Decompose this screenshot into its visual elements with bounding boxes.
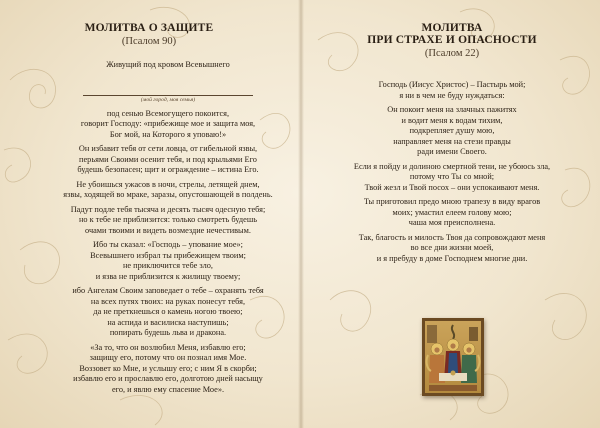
blank-line-caption: (мой город, моя семья) [140,96,196,103]
left-verse-lines [62,109,274,396]
right-page [304,0,600,428]
right-page-title-line1: МОЛИТВА [421,22,483,34]
verse-line: говорит Господу: «прибежище мое и защита моя, [80,119,256,128]
verse-line: Воззовет ко Мне, и услышу его; с ним Я в скорби; [79,363,257,373]
verse-line: попирать будешь льва и дракона. [109,328,227,337]
verse-line: его, и явлю ему спасение Мое». [111,384,225,394]
verse-line: да не преткнешься о камень ногою твоею; [93,307,243,316]
verse-line: и водит меня к водам тихим, [401,115,503,125]
blank-fill-line [83,81,253,96]
verse-line: направляет меня на стези правды [393,136,511,146]
verse-line: перьями Своими осенит тебя, и под крыльями Его [79,154,257,164]
verse-line: и язва не приблизится к жилищу твоему; [95,271,241,281]
verse-line: чаша моя преисполнена. [408,218,496,227]
trinity-icon [422,318,484,396]
verse-line: Так, благость и милость Твоя да сопровождают меня [358,232,546,242]
verse-line: ради имени Своего. [417,147,487,156]
verse-line: во все дни жизни моей, [410,243,494,252]
verse-line: очами твоими и видеть возмездие нечестивым. [85,225,251,235]
verse-line: Господь (Иисус Христос) – Пастырь мой; [378,80,526,89]
verse-line: Падут подле тебя тысяча и десять тысяч одесную тебя; [70,204,266,214]
right-prayer-text [326,80,578,264]
verse-line: Он покоит меня на злачных пажитях [387,105,517,114]
verse-line: под сенью Всемогущего покоится, [106,108,230,118]
verse-line: не приключится тебе зло, [122,261,213,270]
right-page-title-line2: ПРИ СТРАХЕ И ОПАСНОСТИ [367,34,537,46]
verse-line: Он избавит тебя от сети ловца, от гибельной язвы, [78,144,258,153]
right-page-subtitle: (Псалом 22) [424,48,480,59]
left-page-title: МОЛИТВА О ЗАЩИТЕ [84,22,214,34]
verse-line: потому что Ты со мной; [409,172,495,181]
verse-line: избавлю его и прославлю его, долготою дней насыщу [73,374,263,383]
verse-line: Твой жезл и Твой посох – они успокаивают меня. [364,182,540,192]
verse-line: защищу его, потому что он познал имя Мое. [89,353,247,362]
trinity-icon-image [425,321,481,393]
verse-line: Ты приготовил предо мною трапезу в виду врагов [363,197,541,206]
left-prayer-text [62,60,274,395]
verse-line: я ни в чем не буду нуждаться: [399,90,505,100]
verse-line: Если я пойду и долиною смертной тени, не убоюсь зла, [353,161,551,171]
verse-line: и я пребуду в доме Господнем многие дни. [376,253,528,263]
prayer-intro: Живущий под кровом Всевышнего [106,60,230,69]
verse-line: но к тебе не приблизится: только смотреть будешь [78,215,258,224]
icon-painting [425,321,481,393]
verse-line: на аспида и василиска наступишь; [107,317,229,327]
verse-line: на всех путях твоих: на руках понесут тебя, [90,296,246,306]
right-verse-lines [326,80,578,264]
verse-line: подкрепляет душу мою, [409,126,495,135]
verse-line: Бог мой, на Которого я уповаю!» [109,129,227,139]
verse-line: ибо Ангелам Своим заповедает о тебе – охранять тебя [72,286,264,295]
verse-line: Ибо ты сказал: «Господь – упование мое»; [93,240,243,249]
left-page [0,0,298,428]
left-page-subtitle: (Псалом 90) [121,36,177,47]
verse-line: будешь безопасен; щит и ограждение – истина Его. [77,165,259,174]
verse-line: Всевышнего избрал ты прибежищем твоим; [90,250,246,260]
verse-line: Не убоишься ужасов в ночи, стрелы, летящей днем, [76,179,260,189]
verse-line: моих; умастил елеем голову мою; [392,207,512,217]
verse-line: язвы, ходящей во мраке, заразы, опустошающей в полдень. [63,190,273,199]
verse-line: «За то, что он возлюбил Меня, избавлю его; [90,342,246,352]
